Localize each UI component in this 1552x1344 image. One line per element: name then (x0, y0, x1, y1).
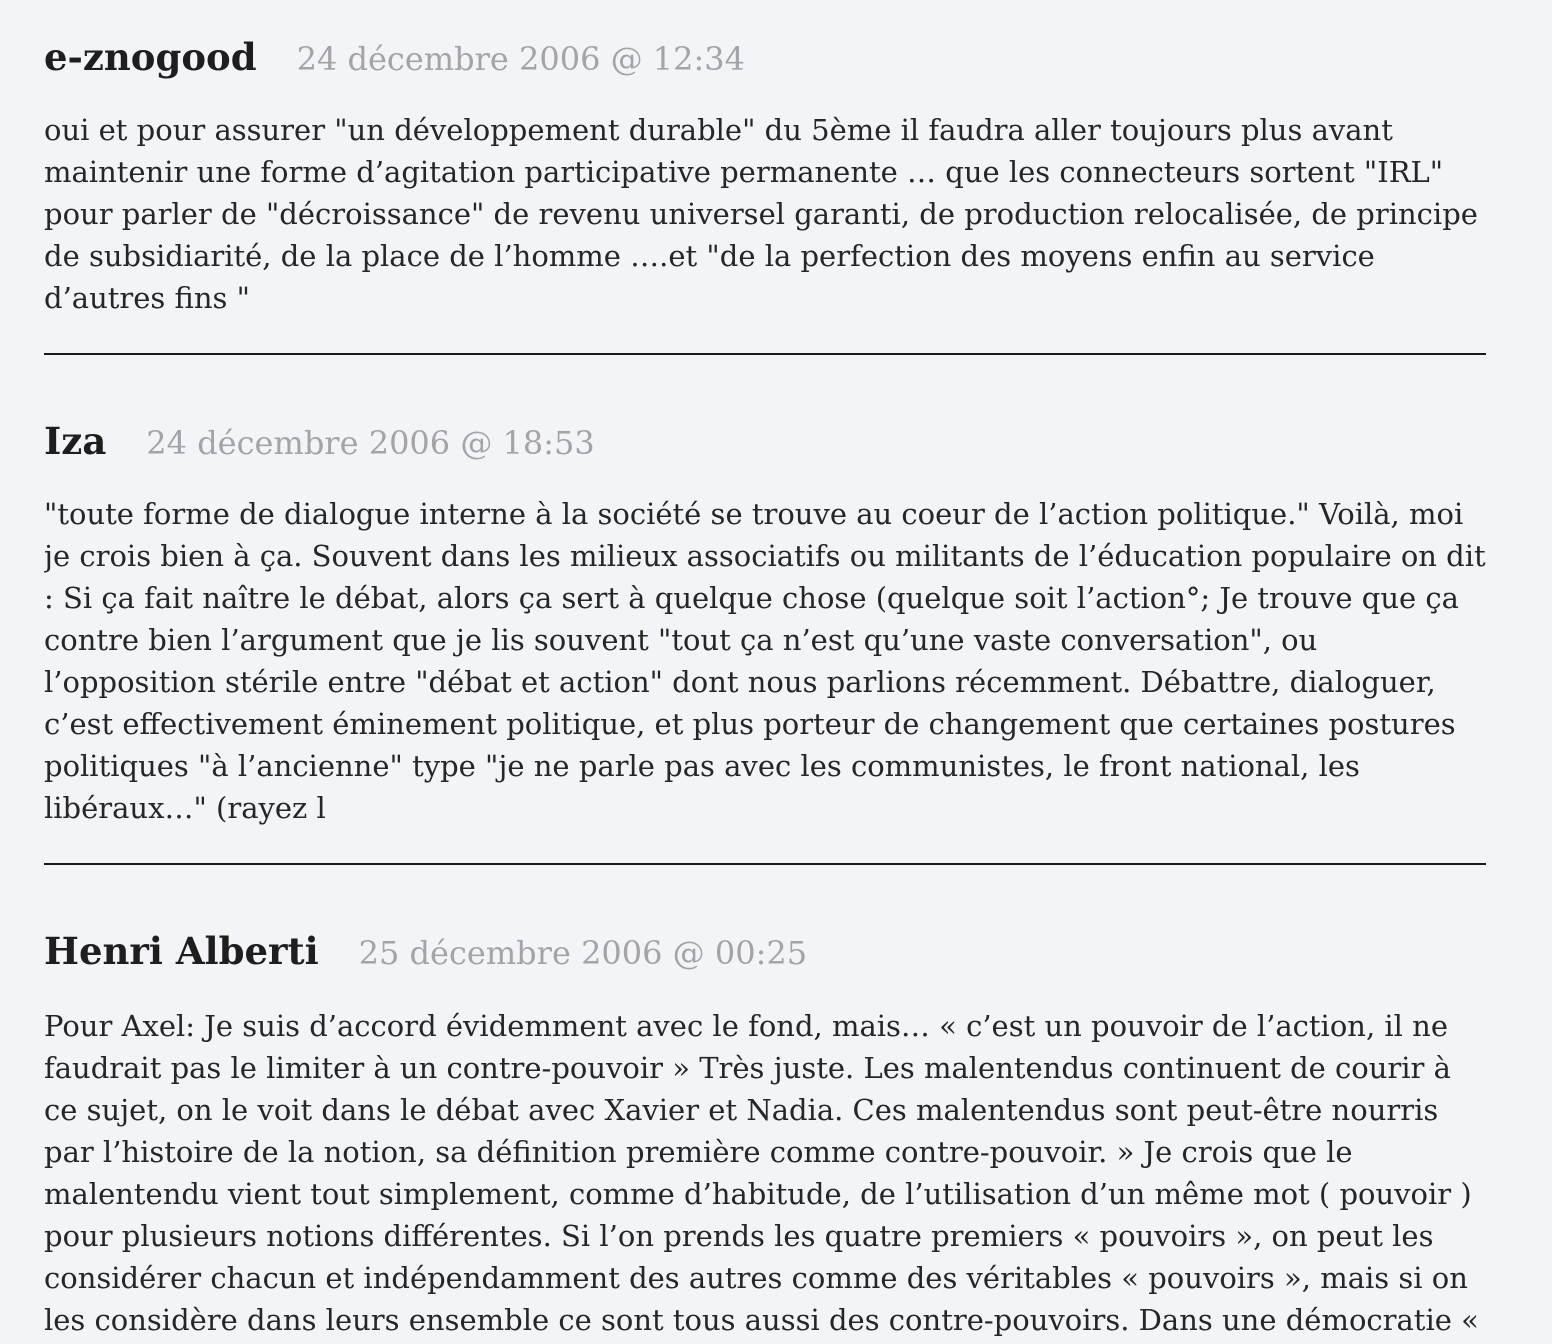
comment-item (44, 355, 1486, 865)
comment-header (44, 355, 1486, 467)
comment-list (44, 0, 1486, 1344)
comment-author: Henri Alberti (44, 929, 319, 973)
comment-author: Iza (44, 419, 107, 463)
comment-header (44, 865, 1486, 977)
comment-author: e-znogood (44, 35, 257, 79)
comment-date: 24 décembre 2006 @ 12:34 (296, 40, 745, 78)
comment-body: Pour Axel: Je suis d’accord évidemment avec le fond, mais… « c’est un pouvoir de l’action, il ne faudrait pas le limiter à un contre-pouvoir » Très juste. Les malentendus continuent de courir à ce sujet, on le voit dans le débat avec Xavier et Nadia. Ces malentendus sont peut-être nourris par l’histoire de la notion, sa définition première comme contre-pouvoir. » Je crois que le malentendu vient tout simplement, comme d’habitude, de l’utilisation d’un même mot ( pouvoir ) pour plusieurs notions différentes. Si l’on prends les quatre premiers « pouvoirs », on peut les considérer chacun et indépendamment des autres comme des véritables « pouvoirs », mais si on les considère dans leurs ensemble ce sont tous aussi des contre-pouvoirs. Dans une démocratie « (44, 1009, 1479, 1337)
comment-item (44, 0, 1486, 355)
comment-item (44, 865, 1486, 1344)
comment-date: 24 décembre 2006 @ 18:53 (146, 424, 595, 462)
comment-date: 25 décembre 2006 @ 00:25 (358, 934, 808, 972)
comment-body: oui et pour assurer "un développement durable" du 5ème il faudra aller toujours plus avant maintenir une forme d’agitation participative permanente … que les connecteurs sortent "IRL" pour parler de "décroissance" de revenu universel garanti, de production relocalisée, de principe de subsidiarité, de la place de l’homme ….et "de la perfection des moyens enfin au service d’autres fins " (44, 113, 1478, 315)
comment-body: "toute forme de dialogue interne à la société se trouve au coeur de l’action politique." Voilà, moi je crois bien à ça. Souvent dans les milieux associatifs ou militants de l’éducation populaire on dit : Si ça fait naître le débat, alors ça sert à quelque chose (quelque soit l’action°; Je trouve que ça contre bien l’argument que je lis souvent "tout ça n’est qu’une vaste conversation", ou l’opposition stérile entre "débat et action" dont nous parlions récemment. Débattre, dialoguer, c’est effectivement éminement politique, et plus porteur de changement que certaines postures politiques "à l’ancienne" type "je ne parle pas avec les communistes, le front national, les libéraux…" (rayez l (44, 497, 1486, 825)
comment-header (44, 0, 1486, 83)
